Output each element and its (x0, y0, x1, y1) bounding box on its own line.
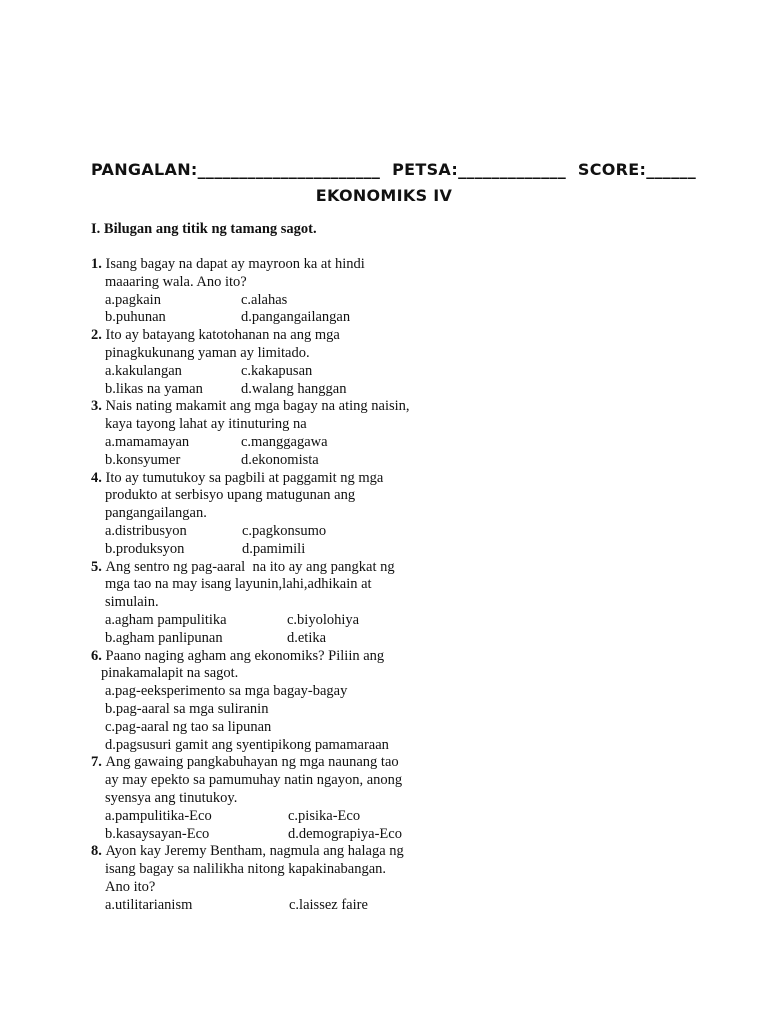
question-text-continued: Ano ito? (105, 879, 156, 895)
header-fields (91, 160, 697, 179)
question-text-span: Paano naging agham ang ekonomiks? Piliin ang (105, 647, 385, 664)
instructions: I. Bilugan ang titik ng tamang sagot. (91, 221, 317, 237)
answer-choice: d.pagsusuri gamit ang syentipikong pamamaraan (105, 736, 389, 753)
question-text-span: Ito ay tumutukoy sa pagbili at paggamit ng mga (105, 469, 384, 486)
answer-choice: a.pagkain (105, 291, 161, 308)
question-text-span: Ang gawaing pangkabuhayan ng mga naunang tao (105, 754, 399, 771)
question-text-continued: produkto at serbisyo upang matugunan ang (105, 487, 356, 504)
answer-choice: c.biyolohiya (287, 612, 360, 628)
name-label: PANGALAN: (91, 160, 198, 179)
answer-choice: c.pag-aaral ng tao sa lipunan (105, 718, 272, 735)
question-text-continued: ay may epekto sa pamumuhay natin ngayon, anong (105, 772, 403, 789)
answer-choice: c.manggagawa (241, 434, 328, 450)
question-text-continued: maaaring wala. Ano ito? (105, 273, 247, 290)
answer-choice: a.mamamayan (105, 434, 190, 450)
question-text (91, 398, 410, 416)
question-text (91, 256, 365, 274)
question-text-span: Ito ay batayang katotohanan na ang mga (105, 327, 340, 344)
answer-choice: d.pangangailangan (241, 309, 351, 326)
answer-choice: b.pag-aaral sa mga suliranin (105, 701, 269, 717)
name-blank: ______________________ (197, 160, 381, 179)
answer-choice: b.kasaysayan-Eco (105, 825, 210, 842)
question-text-continued: mga tao na may isang layunin,lahi,adhikain at (105, 576, 372, 593)
question-text (91, 470, 383, 488)
answer-choice: d.etika (287, 629, 327, 646)
answer-choice: d.pamimili (242, 540, 306, 557)
answer-choice: c.pisika-Eco (288, 807, 361, 824)
answer-choice: b.puhunan (105, 309, 166, 326)
date-label: PETSA: (392, 160, 459, 179)
question-text-continued: isang bagay sa nalilikha nitong kapakinabangan. (105, 861, 387, 878)
question-text-span: Ayon kay Jeremy Bentham, nagmula ang halaga ng (105, 843, 404, 860)
question-number: 3. (91, 398, 106, 415)
question-number: 4. (91, 469, 106, 486)
answer-choice: c.laissez faire (289, 896, 368, 913)
answer-choice: a.pampulitika-Eco (105, 807, 212, 824)
question-text (91, 327, 340, 345)
answer-choice: b.likas na yaman (105, 380, 203, 397)
question-text-continued: pinagkukunang yaman ay limitado. (105, 345, 310, 361)
score-blank: ______ (646, 160, 697, 179)
answer-choice: a.kakulangan (105, 362, 182, 379)
answer-choice: c.alahas (241, 291, 288, 308)
question-text-span: Nais nating makamit ang mga bagay na ating naisin, (105, 398, 410, 415)
answer-choice: d.ekonomista (241, 451, 319, 468)
answer-choice: d.demograpiya-Eco (288, 825, 402, 842)
answer-choice: d.walang hanggan (241, 380, 347, 397)
question-text (91, 559, 395, 577)
date-blank: _____________ (458, 160, 566, 179)
answer-choice: b.agham panlipunan (105, 629, 223, 646)
question-text-continued: pinakamalapit na sagot. (101, 665, 239, 682)
question-number: 5. (91, 558, 106, 575)
question-text (91, 843, 404, 861)
answer-choice: c.pagkonsumo (242, 523, 327, 539)
question-text (91, 754, 399, 772)
answer-choice: a.distribusyon (105, 523, 187, 539)
answer-choice: b.produksyon (105, 540, 185, 557)
score-label: SCORE: (577, 160, 647, 179)
page-title: EKONOMIKS IV (315, 186, 453, 205)
question-number: 2. (91, 327, 106, 344)
answer-choice: c.kakapusan (241, 362, 313, 379)
answer-choice: a.utilitarianism (105, 896, 193, 913)
question-text-span: Ang sentro ng pag-aaral na ito ay ang pangkat ng (105, 558, 395, 575)
answer-choice: b.konsyumer (105, 451, 181, 468)
question-text-span: Isang bagay na dapat ay mayroon ka at hindi (105, 256, 365, 272)
question-number: 8. (91, 843, 106, 860)
question-number: 6. (91, 647, 106, 664)
question-text-continued: simulain. (105, 594, 159, 611)
question-text-continued: kaya tayong lahat ay itinuturing na (105, 416, 307, 433)
question-text (91, 648, 384, 666)
answer-choice: a.pag-eeksperimento sa mga bagay-bagay (105, 683, 348, 700)
question-number: 1. (91, 256, 106, 272)
question-number: 7. (91, 754, 106, 771)
answer-choice: a.agham pampulitika (105, 612, 227, 628)
question-text-continued: syensya ang tinutukoy. (105, 790, 238, 806)
question-text-continued: pangangailangan. (105, 505, 207, 522)
